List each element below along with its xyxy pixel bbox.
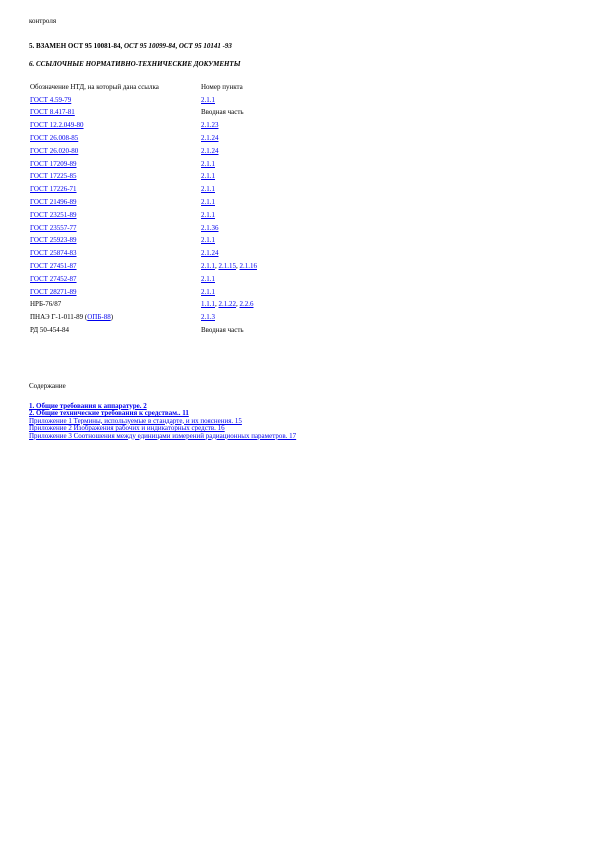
reference-table <box>29 81 281 337</box>
item-cell <box>201 132 281 145</box>
doc-cell <box>29 260 201 273</box>
item-link[interactable]: 2.1.24 <box>201 134 219 143</box>
table-row <box>29 119 281 132</box>
table-row <box>29 299 281 312</box>
contents-link[interactable]: Приложение 2 Изображения рабочих и индикаторных средств. 16 <box>29 424 225 432</box>
contents-link[interactable]: Приложение 3 Соотношения между единицами измерений радиационных параметров. 17 <box>29 431 297 440</box>
table-row <box>29 145 281 158</box>
doc-cell <box>29 247 201 260</box>
item-text: Вводная часть <box>201 326 244 335</box>
item-cell <box>201 158 281 171</box>
header-doc: Обозначение НТД, на который дана ссылка <box>30 82 159 91</box>
doc-link[interactable]: ГОСТ 25874-83 <box>30 249 77 258</box>
section-5-ost1: ОСТ 95 10099-84 <box>123 42 176 50</box>
table-header-row <box>29 81 281 94</box>
top-text: контроля <box>29 17 57 25</box>
doc-link[interactable]: ГОСТ 23251-89 <box>30 210 77 219</box>
item-cell <box>201 273 281 286</box>
item-cell <box>201 299 281 312</box>
item-link[interactable]: 2.1.1 <box>201 274 215 283</box>
table-row <box>29 260 281 273</box>
doc-cell <box>29 94 201 107</box>
item-link[interactable]: 2.1.22 <box>218 300 236 309</box>
item-link[interactable]: 2.1.1 <box>201 172 215 181</box>
doc-link[interactable]: ГОСТ 27452-87 <box>30 274 77 283</box>
section-5-heading <box>29 42 232 50</box>
doc-link[interactable]: ГОСТ 26.008-85 <box>30 134 79 143</box>
doc-link[interactable]: ГОСТ 23557-77 <box>30 223 77 232</box>
table-row <box>29 273 281 286</box>
doc-cell <box>29 273 201 286</box>
doc-link[interactable]: ГОСТ 8.417-81 <box>30 108 75 117</box>
table-row <box>29 286 281 299</box>
item-link[interactable]: 2.1.1 <box>201 262 215 271</box>
doc-link[interactable]: ГОСТ 25923-89 <box>30 236 77 245</box>
doc-link[interactable]: ГОСТ 12.2.049-80 <box>30 121 84 130</box>
doc-link[interactable]: ГОСТ 4.59-79 <box>30 95 72 104</box>
doc-cell <box>29 235 201 248</box>
doc-text: РД 50-454-84 <box>30 326 70 335</box>
item-cell <box>201 145 281 158</box>
item-separator: , <box>215 300 219 309</box>
item-link[interactable]: 2.1.1 <box>201 198 215 207</box>
contents-link[interactable]: 2. Общие технические требования к средствам.. 11 <box>29 409 189 417</box>
table-row <box>29 196 281 209</box>
contents-link[interactable]: 1. Общие требования к аппаратуре. 2 <box>29 401 147 410</box>
item-link[interactable]: 2.1.1 <box>201 95 215 104</box>
table-row <box>29 171 281 184</box>
doc-cell <box>29 222 201 235</box>
item-link[interactable]: 2.1.1 <box>201 210 215 219</box>
doc-link[interactable]: ГОСТ 28271-89 <box>30 287 77 296</box>
table-row <box>29 222 281 235</box>
item-cell <box>201 119 281 132</box>
item-cell <box>201 196 281 209</box>
item-link[interactable]: 2.1.1 <box>201 287 215 296</box>
item-link[interactable]: 2.1.24 <box>201 146 219 155</box>
item-link[interactable]: 2.1.23 <box>201 121 219 130</box>
doc-cell <box>29 132 201 145</box>
table-row <box>29 324 281 337</box>
section-5-sep: , <box>175 42 179 50</box>
doc-cell <box>29 324 201 337</box>
item-link[interactable]: 2.1.36 <box>201 223 219 232</box>
item-cell <box>201 324 281 337</box>
doc-text: ПНАЭ Г-1-011-89 ( <box>30 313 88 322</box>
item-separator: , <box>236 300 240 309</box>
doc-link[interactable]: ГОСТ 26.020-80 <box>30 146 79 155</box>
item-separator: , <box>236 262 240 271</box>
doc-cell <box>29 286 201 299</box>
item-cell <box>201 247 281 260</box>
table-row <box>29 107 281 120</box>
table-row <box>29 158 281 171</box>
doc-cell <box>29 119 201 132</box>
item-cell <box>201 183 281 196</box>
item-link[interactable]: 2.1.24 <box>201 249 219 258</box>
doc-extra-link[interactable]: ОПБ-88 <box>87 313 111 322</box>
section-6-heading: 6. ССЫЛОЧНЫЕ НОРМАТИВНО-ТЕХНИЧЕСКИЕ ДОКУМЕНТЫ <box>29 60 241 68</box>
doc-cell <box>29 196 201 209</box>
table-row <box>29 209 281 222</box>
item-text: Вводная часть <box>201 108 244 117</box>
item-cell <box>201 94 281 107</box>
doc-cell <box>29 299 201 312</box>
doc-cell <box>29 209 201 222</box>
table-row <box>29 311 281 324</box>
section-5-ost2: ОСТ 95 10141 -93 <box>178 42 232 50</box>
item-link[interactable]: 2.1.1 <box>201 185 215 194</box>
item-cell <box>201 107 281 120</box>
item-link[interactable]: 1.1.1 <box>201 300 215 309</box>
header-item: Номер пункта <box>201 82 243 91</box>
table-row <box>29 132 281 145</box>
table-row <box>29 235 281 248</box>
item-link[interactable]: 2.1.3 <box>201 313 215 322</box>
item-link[interactable]: 2.1.16 <box>239 262 257 271</box>
item-link[interactable]: 2.1.1 <box>201 236 215 245</box>
table-row <box>29 247 281 260</box>
item-cell <box>201 171 281 184</box>
table-row <box>29 183 281 196</box>
doc-link[interactable]: ГОСТ 27451-87 <box>30 262 77 271</box>
doc-cell <box>29 145 201 158</box>
doc-cell <box>29 171 201 184</box>
doc-link[interactable]: ГОСТ 21496-89 <box>30 198 77 207</box>
item-link[interactable]: 2.2.6 <box>239 300 254 309</box>
doc-cell <box>29 311 201 324</box>
item-cell <box>201 260 281 273</box>
doc-link[interactable]: ГОСТ 17225-85 <box>30 172 77 181</box>
doc-cell <box>29 183 201 196</box>
doc-text: НРБ-76/87 <box>30 300 62 309</box>
item-cell <box>201 209 281 222</box>
doc-cell <box>29 158 201 171</box>
contents-section <box>29 383 296 440</box>
doc-after-text: ) <box>110 313 114 322</box>
doc-cell <box>29 107 201 120</box>
item-cell <box>201 222 281 235</box>
contents-list <box>29 403 296 441</box>
item-link[interactable]: 2.1.15 <box>218 262 236 271</box>
item-cell <box>201 235 281 248</box>
item-cell <box>201 286 281 299</box>
item-link[interactable]: 2.1.1 <box>201 159 215 168</box>
doc-link[interactable]: ГОСТ 17226-71 <box>30 185 77 194</box>
section-5-number: 5. ВЗАМЕН ОСТ 95 10081-84, <box>29 42 124 50</box>
contents-title: Содержание <box>29 382 66 390</box>
doc-link[interactable]: ГОСТ 17209-89 <box>30 159 77 168</box>
item-cell <box>201 311 281 324</box>
contents-link[interactable]: Приложение 1 Термины, используемые в стандарте, и их пояснения. 15 <box>29 416 242 425</box>
table-row <box>29 94 281 107</box>
item-separator: , <box>215 262 219 271</box>
